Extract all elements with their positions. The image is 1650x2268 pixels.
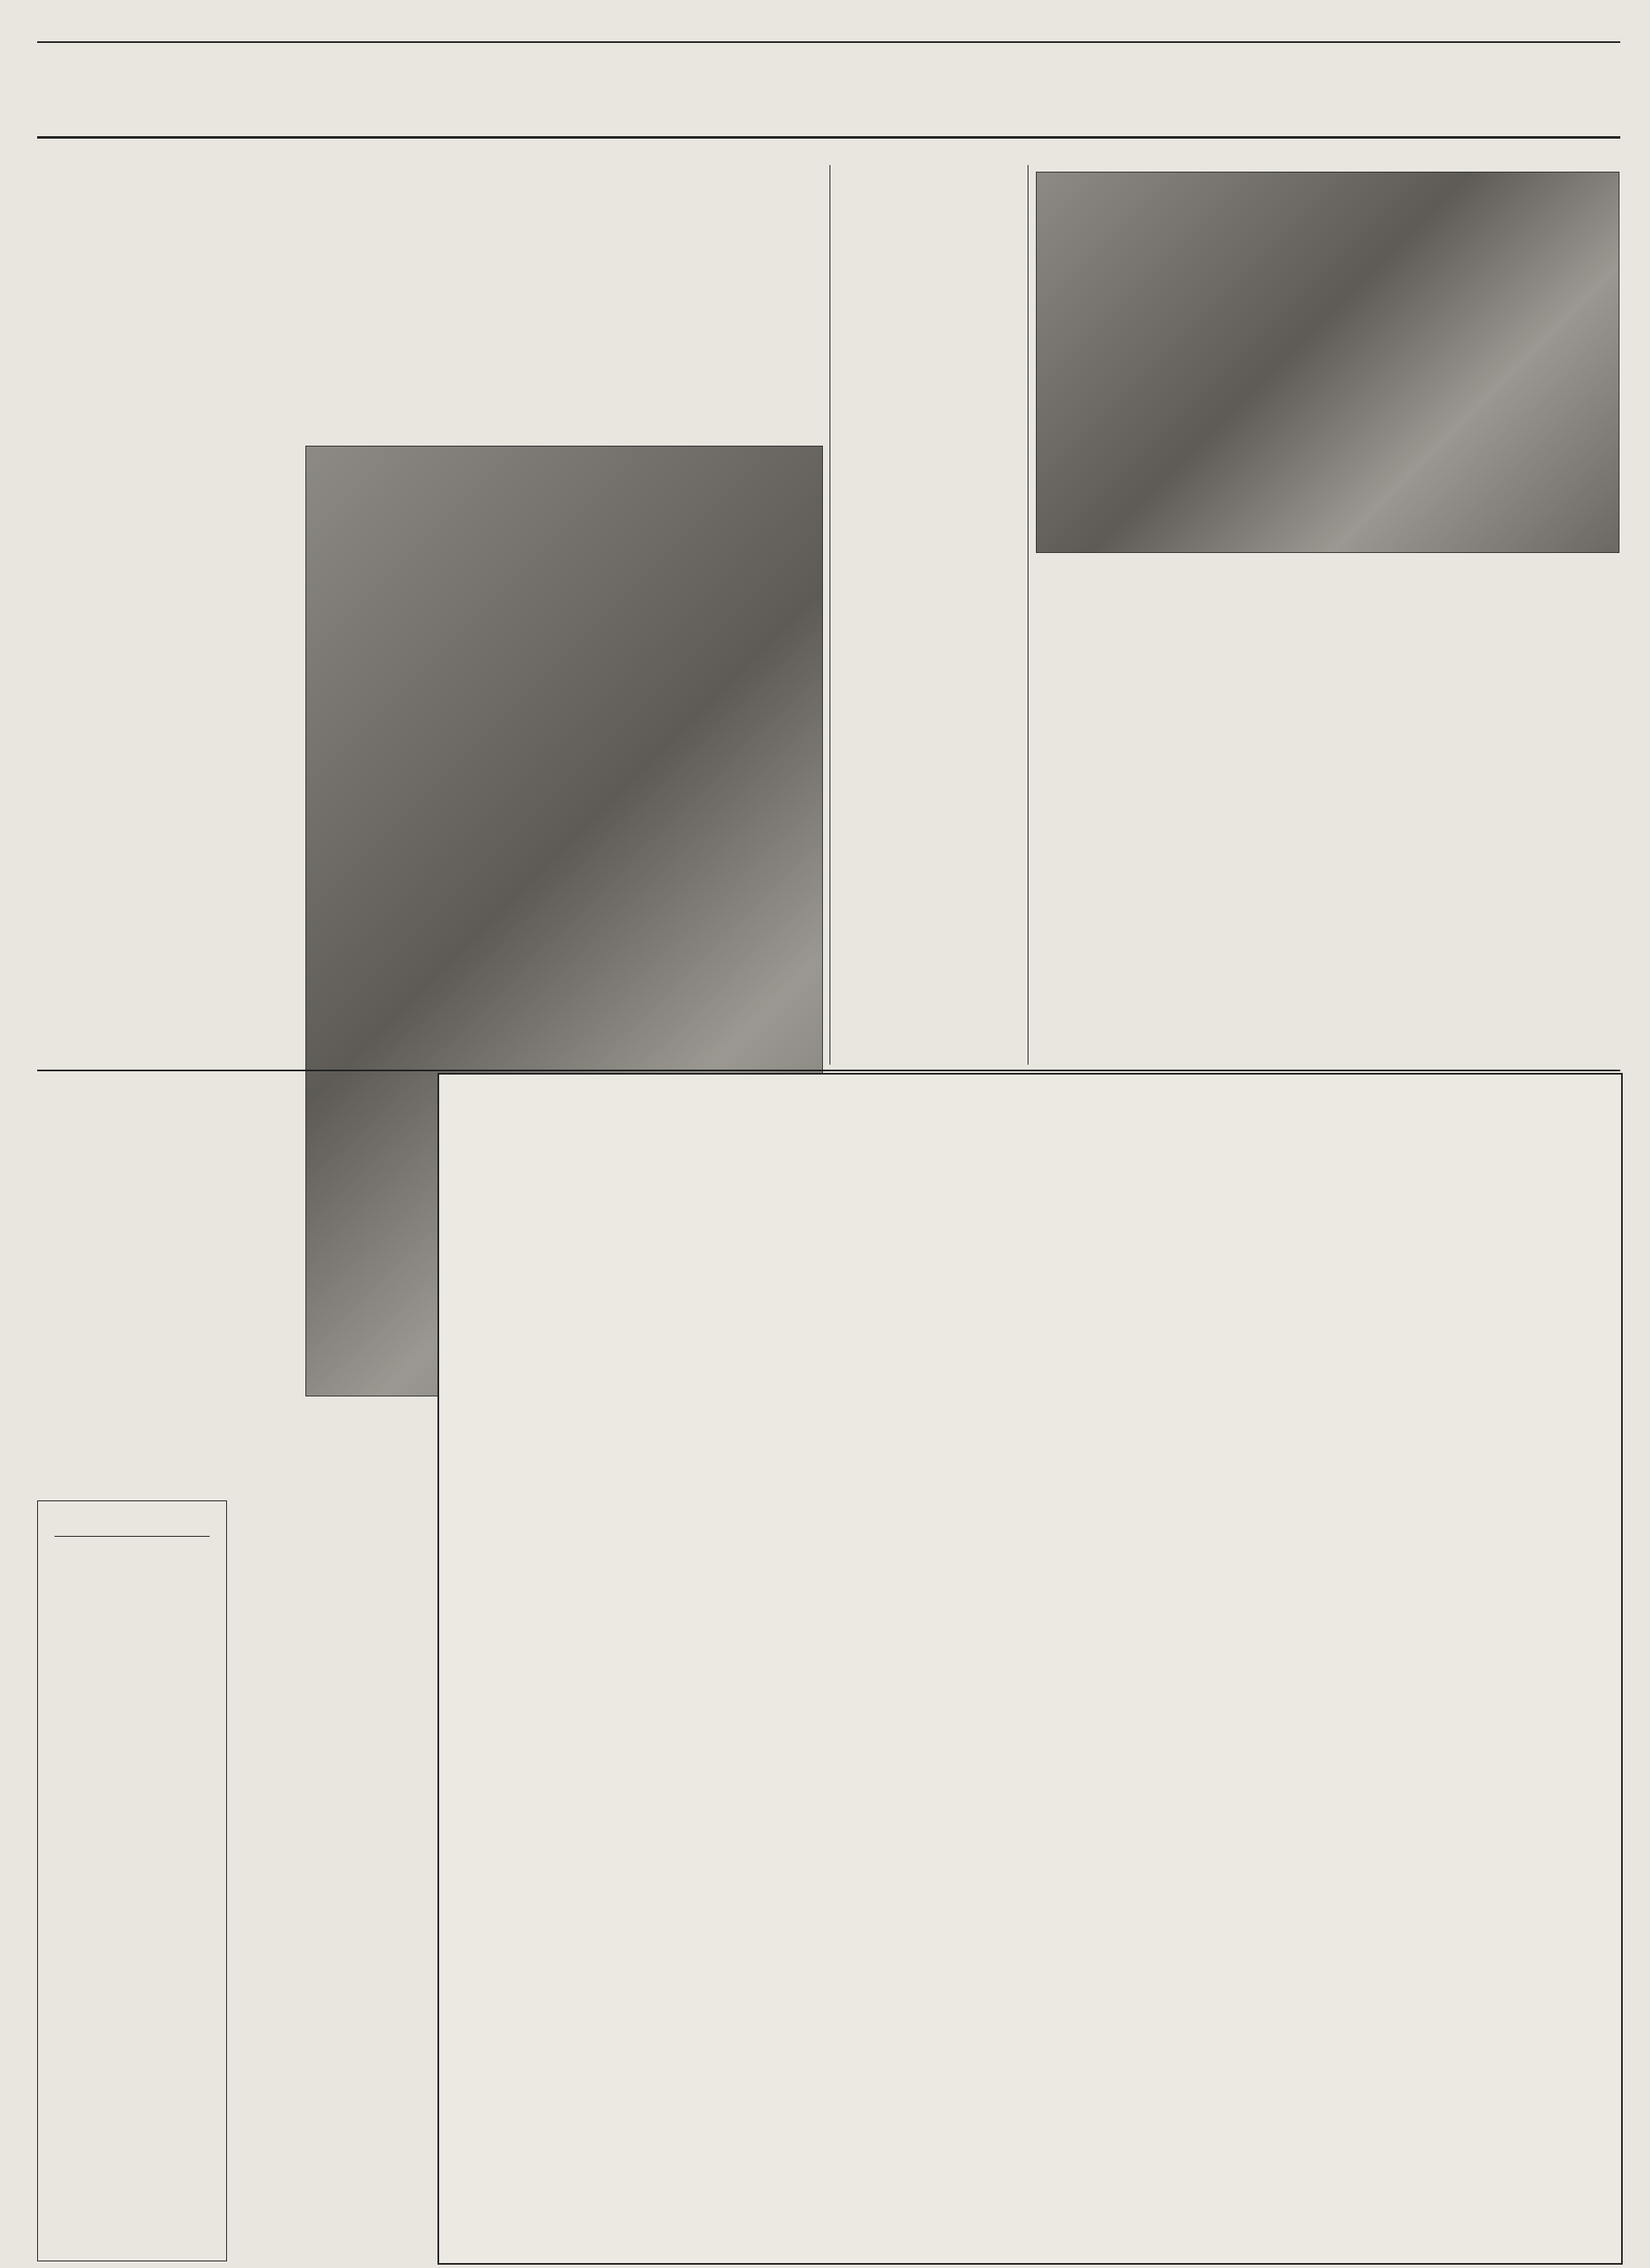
story5-col2	[234, 1281, 419, 1529]
story1-col3	[578, 409, 834, 442]
tender-ad	[437, 1073, 1623, 2265]
story5-col1	[37, 1299, 223, 1495]
snaps-s2-body	[45, 1930, 220, 2252]
snaps-s1-body	[45, 1610, 220, 1866]
story2-body	[838, 286, 1021, 682]
story7-body	[234, 2027, 419, 2262]
story4-col2	[1234, 843, 1420, 1068]
story6-body	[234, 1667, 419, 1938]
snaps-box	[37, 1500, 227, 2261]
story3-body	[838, 796, 1021, 1068]
snaps-rule	[54, 1536, 210, 1537]
story1-col2	[305, 409, 568, 442]
story4-col3	[1432, 843, 1618, 1068]
top-rule	[37, 41, 1620, 43]
lower-rule	[37, 1070, 1620, 1071]
masthead-rule	[37, 136, 1620, 139]
story4-photo	[1036, 172, 1619, 553]
story4-col1	[1036, 865, 1222, 1067]
